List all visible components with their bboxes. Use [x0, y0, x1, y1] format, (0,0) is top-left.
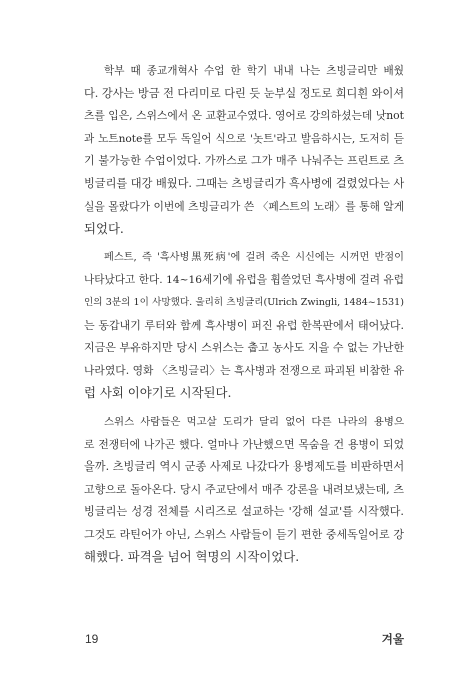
text-line: 기 불가능한 수업이었다. 가까스로 그가 매주 나눠주는 프린트로 츠: [84, 154, 404, 168]
text-line: 학부 때 종교개혁사 수업 한 학기 내내 나는 츠빙글리만 배웠: [104, 65, 404, 77]
text-line: 과 노트note를 모두 독일어 식으로 '놋트'라고 발음하시는, 도저히 듣: [84, 132, 404, 145]
text-line: 페스트, 즉 '흑사병黑死病'에 걸려 죽은 시신에는 시꺼먼 반점이: [104, 251, 404, 263]
text-line: 되었다.: [84, 221, 124, 237]
text-line: 인의 3분의 1이 사망했다. 울리히 츠빙글리(Ulrich Zwingli, 1484~1531): [84, 296, 404, 308]
text-line: 스위스 사람들은 먹고살 도리가 달리 없어 다른 나라의 용병으: [104, 415, 404, 428]
text-line: 고향으로 돌아온다. 당시 주교단에서 매주 강론을 내려보냈는데, 츠: [84, 482, 404, 496]
text-line: 로 전쟁터에 나가곤 했다. 얼마나 가난했으면 목숨을 건 용병이 되었: [84, 437, 404, 451]
text-line: 빙글리는 성경 전체를 시리즈로 설교하는 '강해 설교'를 시작했다.: [84, 505, 404, 519]
text-line: 을까. 츠빙글리 역시 군종 사제로 나갔다가 용병제도를 비판하면서: [84, 460, 405, 474]
text-line: 그것도 라틴어가 아닌, 스위스 사람들이 듣기 편한 중세독일어로 강: [84, 527, 404, 541]
text-line: 해했다. 파격을 넘어 혁명의 시작이었다.: [84, 549, 300, 565]
text-line: 츠를 입은, 스위스에서 온 교환교수였다. 영어로 강의하셨는데 낫not: [84, 109, 404, 123]
text-line: 는 동갑내기 루터와 함께 흑사병이 퍼진 유럽 한복판에서 태어났다.: [84, 318, 404, 332]
text-line: 나타났다고 한다. 14~16세기에 유럽을 휩쓸었던 흑사병에 걸려 유럽: [84, 274, 404, 287]
text-line: 나라였다. 영화 〈츠빙글리〉는 흑사병과 전쟁으로 파괴된 비참한 유: [84, 363, 405, 377]
text-line: 다. 강사는 방금 전 다리미로 다린 듯 눈부실 정도로 희디흰 와이셔: [84, 86, 405, 100]
text-line: 럽 사회 이야기로 시작된다.: [84, 385, 232, 401]
text-line: 지금은 부유하지만 당시 스위스는 춥고 농사도 지을 수 없는 가난한: [84, 341, 404, 355]
text-line: 실을 몰랐다가 이번에 츠빙글리가 쓴 〈페스트의 노래〉를 통해 알게: [84, 199, 405, 213]
page-number: 19: [85, 632, 99, 646]
body-text: [84, 60, 404, 575]
section-title: 겨울: [381, 632, 404, 646]
paragraph: [84, 60, 404, 241]
text-line: 빙글리를 대강 배웠다. 그때는 츠빙글리가 흑사병에 걸렸었다는 사: [84, 176, 405, 190]
paragraph: [84, 411, 404, 569]
paragraph: [84, 247, 404, 405]
